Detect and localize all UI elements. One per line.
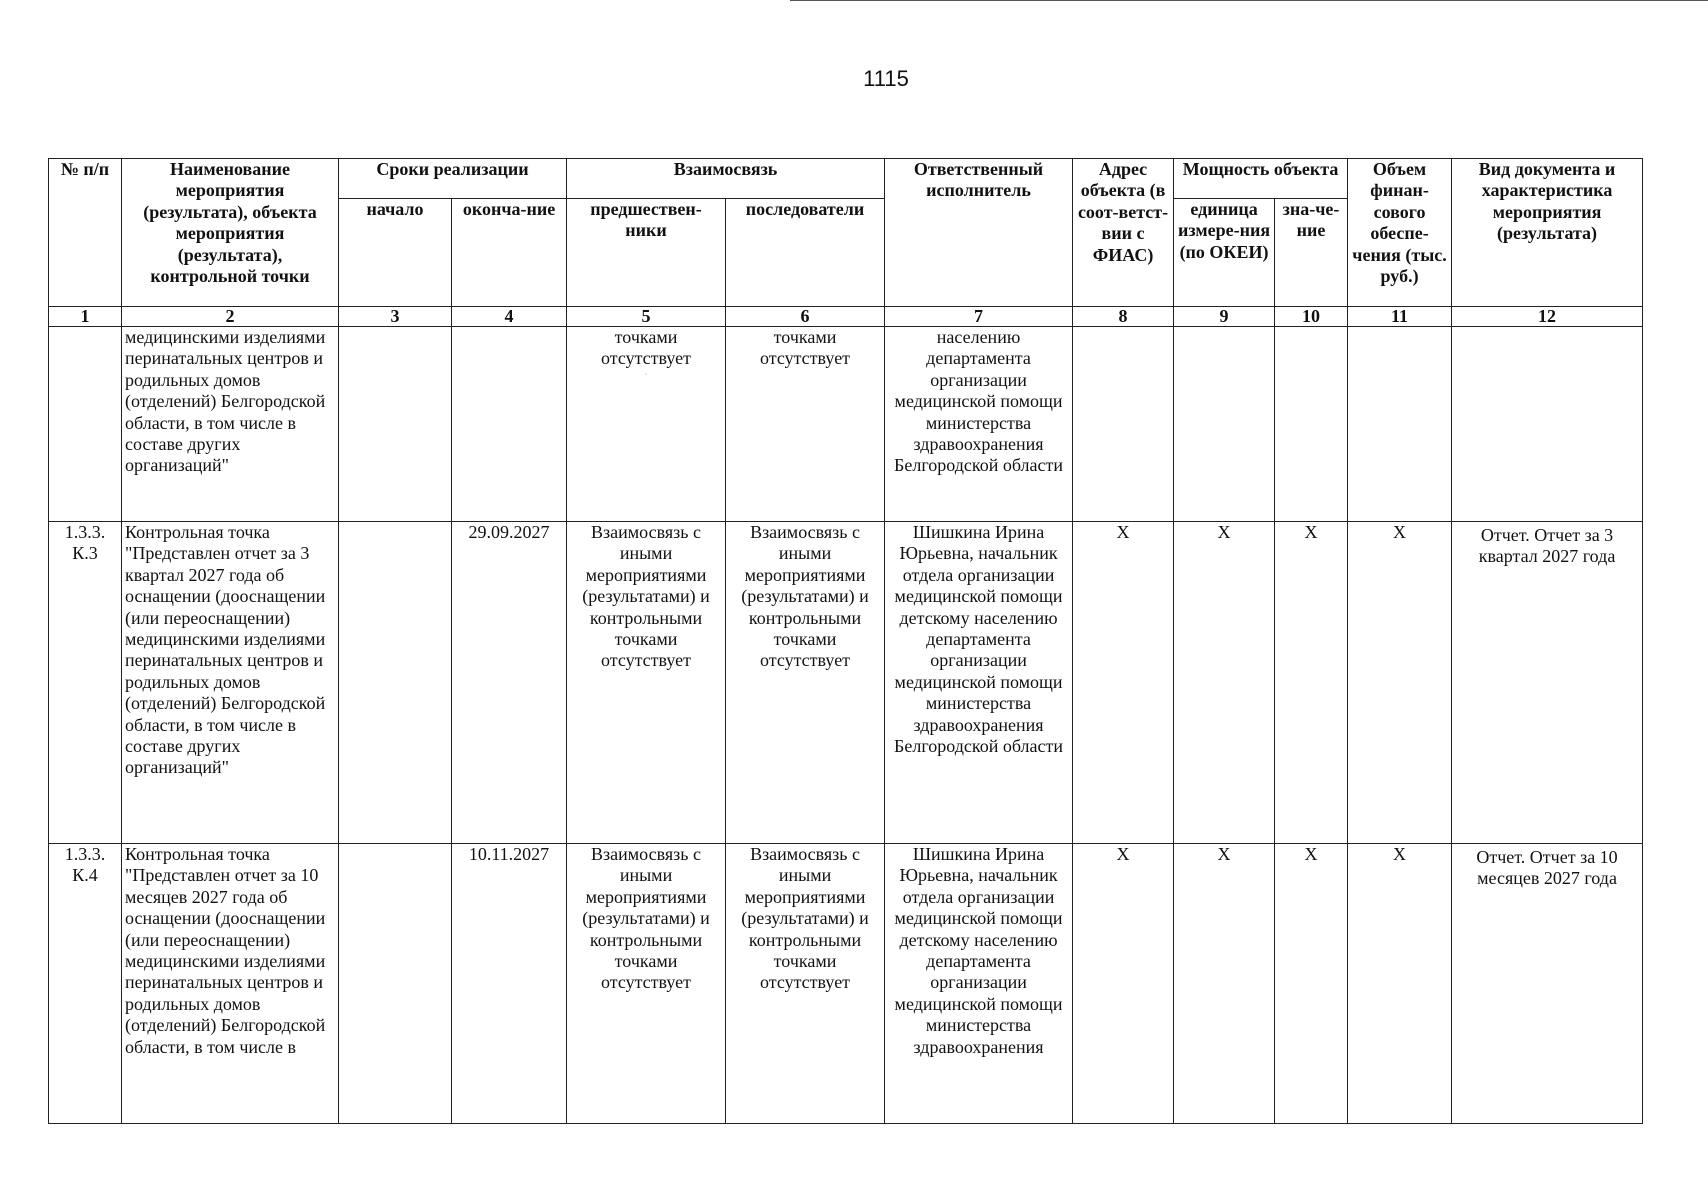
row-name: медицинскими изделиями перинатальных центров и родильных домов (отделений) Белгородской области, в том числе в составе других организаций"	[122, 327, 339, 522]
row-value: Х	[1275, 522, 1348, 844]
header-name: Наименование мероприятия (результата), объекта мероприятия (результата), контрольной точки	[122, 159, 339, 307]
row-end: 10.11.2027	[452, 844, 567, 1124]
row-address	[1073, 327, 1174, 522]
column-number: 6	[726, 307, 885, 327]
header-end: оконча-ние	[452, 199, 567, 307]
page-number: 1115	[863, 66, 909, 91]
row-predecessors: Взаимосвязь с иными мероприятиями (результатами) и контрольными точками отсутствует	[567, 844, 726, 1124]
row-name: Контрольная точка "Представлен отчет за 10 месяцев 2027 года об оснащении (дооснащении (или переоснащении) медицинскими изделиями перинатальных центров и родильных домов (отделений) Белгородской области, в том числе в	[122, 844, 339, 1124]
row-start	[339, 327, 452, 522]
row-doc-type	[1452, 327, 1643, 522]
row-start	[339, 522, 452, 844]
row-executor: Шишкина Ирина Юрьевна, начальник отдела организации медицинской помощи детскому населению департамента организации медицинской помощи министерства здравоохранения	[885, 844, 1073, 1124]
column-number: 2	[122, 307, 339, 327]
row-finance: Х	[1348, 522, 1452, 844]
row-doc-type: Отчет. Отчет за 10 месяцев 2027 года	[1452, 844, 1643, 1124]
header-finance: Объем финан-сового обеспе-чения (тыс. руб.)	[1348, 159, 1452, 307]
column-number: 9	[1174, 307, 1275, 327]
row-doc-type: Отчет. Отчет за 3 квартал 2027 года	[1452, 522, 1643, 844]
row-value	[1275, 327, 1348, 522]
column-number: 7	[885, 307, 1073, 327]
row-finance: Х	[1348, 844, 1452, 1124]
header-address: Адрес объекта (в соот-ветст-вии с ФИАС)	[1073, 159, 1174, 307]
predecessors-text: точками отсутствует	[600, 327, 692, 369]
header-unit: единица измере-ния (по ОКЕИ)	[1174, 199, 1275, 307]
header-row-1	[49, 159, 1643, 199]
table-row	[49, 844, 1643, 1124]
column-number: 1	[49, 307, 122, 327]
row-unit: Х	[1174, 844, 1275, 1124]
row-successors: Взаимосвязь с иными мероприятиями (результатами) и контрольными точками отсутствует	[726, 844, 885, 1124]
row-executor: населению департамента организации медицинской помощи министерства здравоохранения Белгородской области	[885, 327, 1073, 522]
header-executor: Ответственный исполнитель	[885, 159, 1073, 307]
row-unit	[1174, 327, 1275, 522]
column-number: 8	[1073, 307, 1174, 327]
header-predecessors: предшествен-ники	[567, 199, 726, 307]
header-terms: Сроки реализации	[339, 159, 567, 199]
row-name: Контрольная точка "Представлен отчет за 3 квартал 2027 года об оснащении (дооснащении (или переоснащении) медицинскими изделиями перинатальных центров и родильных домов (отделений) Белгородской области, в том числе в составе других организаций"	[122, 522, 339, 844]
column-number: 11	[1348, 307, 1452, 327]
row-finance	[1348, 327, 1452, 522]
row-num	[49, 327, 122, 522]
header-start: начало	[339, 199, 452, 307]
header-capacity: Мощность объекта	[1174, 159, 1348, 199]
column-number: 12	[1452, 307, 1643, 327]
column-number: 10	[1275, 307, 1348, 327]
plan-table	[48, 158, 1643, 1124]
column-number: 3	[339, 307, 452, 327]
table-row	[49, 327, 1643, 522]
scan-dot: ·	[644, 369, 648, 379]
row-address: Х	[1073, 844, 1174, 1124]
header-value: зна-че-ние	[1275, 199, 1348, 307]
column-number: 4	[452, 307, 567, 327]
row-end	[452, 327, 567, 522]
column-number-row	[49, 307, 1643, 327]
row-start	[339, 844, 452, 1124]
header-num: № п/п	[49, 159, 122, 307]
top-rule	[790, 0, 1708, 1]
header-relation: Взаимосвязь	[567, 159, 885, 199]
row-predecessors: Взаимосвязь с иными мероприятиями (результатами) и контрольными точками отсутствует	[567, 522, 726, 844]
row-successors: Взаимосвязь с иными мероприятиями (результатами) и контрольными точками отсутствует	[726, 522, 885, 844]
header-doc-type: Вид документа и характеристика мероприятия (результата)	[1452, 159, 1643, 307]
row-num: 1.3.3. К.3	[49, 522, 122, 844]
row-end: 29.09.2027	[452, 522, 567, 844]
row-value: Х	[1275, 844, 1348, 1124]
header-successors: последователи	[726, 199, 885, 307]
column-number: 5	[567, 307, 726, 327]
row-address: Х	[1073, 522, 1174, 844]
row-predecessors	[567, 327, 726, 522]
row-successors: точками отсутствует	[726, 327, 885, 522]
row-unit: Х	[1174, 522, 1275, 844]
table-row	[49, 522, 1643, 844]
row-executor: Шишкина Ирина Юрьевна, начальник отдела организации медицинской помощи детскому населению департамента организации медицинской помощи министерства здравоохранения Белгородской области	[885, 522, 1073, 844]
row-num: 1.3.3. К.4	[49, 844, 122, 1124]
